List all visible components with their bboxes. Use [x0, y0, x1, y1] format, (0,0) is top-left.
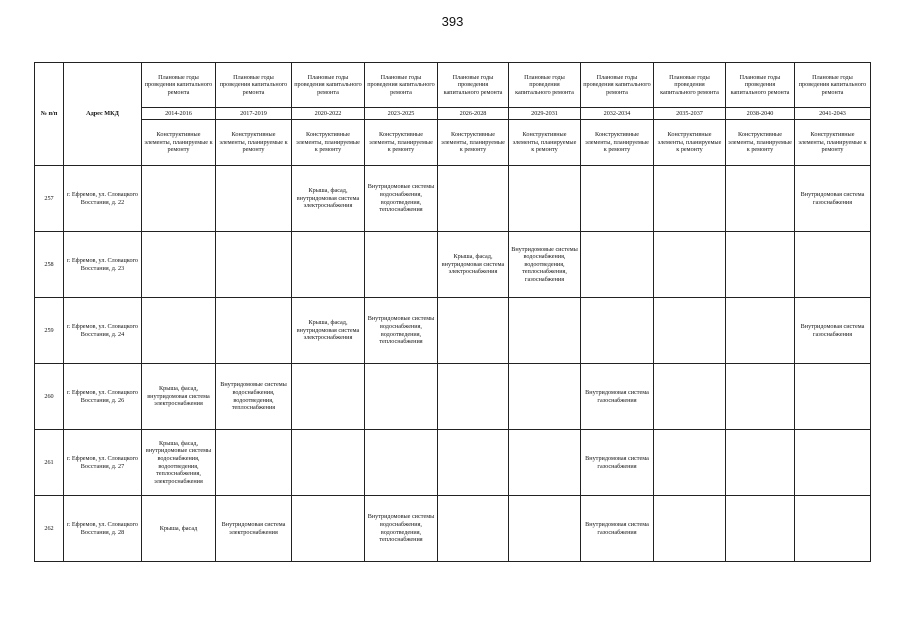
repair-elements-cell — [142, 232, 216, 298]
row-address: г. Ефремов, ул. Словацкого Восстания, д. 27 — [64, 430, 142, 496]
row-address: г. Ефремов, ул. Словацкого Восстания, д. 22 — [64, 166, 142, 232]
header-period-years: 2014-2016 — [142, 108, 216, 120]
repair-elements-cell — [726, 232, 795, 298]
repair-elements-cell — [795, 430, 871, 496]
header-elements-label: Конструктивные элементы, планируемые к ремонту — [581, 120, 654, 166]
header-period-years: 2035-2037 — [654, 108, 726, 120]
repair-elements-cell — [216, 166, 292, 232]
repair-elements-cell: Крыша, фасад, внутридомовая система электроснабжения — [438, 232, 509, 298]
repair-elements-cell — [365, 364, 438, 430]
repair-elements-cell — [654, 496, 726, 562]
repair-elements-cell — [654, 364, 726, 430]
header-period-years: 2017-2019 — [216, 108, 292, 120]
table-body — [35, 166, 871, 562]
header-period-years: 2032-2034 — [581, 108, 654, 120]
row-address: г. Ефремов, ул. Словацкого Восстания, д. 24 — [64, 298, 142, 364]
header-elements-label: Конструктивные элементы, планируемые к ремонту — [292, 120, 365, 166]
table-row — [35, 298, 871, 364]
header-period-years: 2041-2043 — [795, 108, 871, 120]
table-row — [35, 430, 871, 496]
repair-elements-cell — [654, 232, 726, 298]
repair-elements-cell — [365, 232, 438, 298]
repair-elements-cell — [726, 298, 795, 364]
repair-elements-cell: Внутридомовая система газоснабжения — [795, 298, 871, 364]
repair-elements-cell: Внутридомовые системы водоснабжения, водоотведения, теплоснабжения, газоснабжения — [509, 232, 581, 298]
repair-elements-cell — [795, 496, 871, 562]
repair-elements-cell — [292, 430, 365, 496]
header-period-title: Плановые годы проведения капитального ремонта — [795, 63, 871, 108]
repair-elements-cell — [581, 166, 654, 232]
header-period-title: Плановые годы проведения капитального ремонта — [509, 63, 581, 108]
repair-elements-cell: Крыша, фасад, внутридомовая система электроснабжения — [292, 298, 365, 364]
header-period-title: Плановые годы проведения капитального ремонта — [581, 63, 654, 108]
header-period-title: Плановые годы проведения капитального ремонта — [216, 63, 292, 108]
repair-elements-cell: Внутридомовые системы водоснабжения, водоотведения, теплоснабжения — [365, 166, 438, 232]
header-period-years: 2023-2025 — [365, 108, 438, 120]
header-period-years: 2020-2022 — [292, 108, 365, 120]
repair-elements-cell — [581, 232, 654, 298]
repair-elements-cell: Внутридомовые системы водоснабжения, водоотведения, теплоснабжения — [365, 298, 438, 364]
header-period-years: 2026-2028 — [438, 108, 509, 120]
header-period-years: 2038-2040 — [726, 108, 795, 120]
header-elements-label: Конструктивные элементы, планируемые к ремонту — [795, 120, 871, 166]
repair-elements-cell — [292, 232, 365, 298]
capital-repair-plan-table — [34, 62, 871, 562]
header-period-title: Плановые годы проведения капитального ремонта — [142, 63, 216, 108]
repair-elements-cell: Внутридомовые системы водоснабжения, водоотведения, теплоснабжения — [365, 496, 438, 562]
row-number: 262 — [35, 496, 64, 562]
page-number: 393 — [441, 14, 464, 29]
header-elements-label: Конструктивные элементы, планируемые к ремонту — [509, 120, 581, 166]
repair-elements-cell — [292, 496, 365, 562]
repair-elements-cell — [292, 364, 365, 430]
repair-elements-cell — [438, 430, 509, 496]
header-num: № п/п — [35, 63, 64, 166]
row-address: г. Ефремов, ул. Словацкого Восстания, д. 26 — [64, 364, 142, 430]
repair-elements-cell — [216, 298, 292, 364]
repair-elements-cell — [509, 430, 581, 496]
repair-elements-cell — [216, 232, 292, 298]
header-period-title: Плановые годы проведения капитального ремонта — [654, 63, 726, 108]
repair-elements-cell — [509, 364, 581, 430]
header-elements-label: Конструктивные элементы, планируемые к ремонту — [216, 120, 292, 166]
header-elements-label: Конструктивные элементы, планируемые к ремонту — [365, 120, 438, 166]
repair-elements-cell — [438, 364, 509, 430]
row-number: 258 — [35, 232, 64, 298]
row-number: 259 — [35, 298, 64, 364]
header-elements-label: Конструктивные элементы, планируемые к ремонту — [438, 120, 509, 166]
repair-elements-cell — [726, 166, 795, 232]
repair-elements-cell: Внутридомовая система газоснабжения — [581, 364, 654, 430]
repair-elements-cell — [654, 430, 726, 496]
repair-elements-cell — [654, 298, 726, 364]
header-address: Адрес МКД — [64, 63, 142, 166]
row-number: 260 — [35, 364, 64, 430]
row-address: г. Ефремов, ул. Словацкого Восстания, д. 23 — [64, 232, 142, 298]
header-period-years: 2029-2031 — [509, 108, 581, 120]
repair-elements-cell: Крыша, фасад, внутридомовая система электроснабжения — [292, 166, 365, 232]
repair-elements-cell — [795, 232, 871, 298]
repair-elements-cell: Крыша, фасад, внутридомовая система электроснабжения — [142, 364, 216, 430]
repair-elements-cell: Крыша, фасад, внутридомовые системы водоснабжения, водоотведения, теплоснабжения, электроснабжения — [142, 430, 216, 496]
header-elements-label: Конструктивные элементы, планируемые к ремонту — [726, 120, 795, 166]
repair-elements-cell — [438, 496, 509, 562]
header-elements-label: Конструктивные элементы, планируемые к ремонту — [142, 120, 216, 166]
repair-elements-cell — [438, 298, 509, 364]
table-row — [35, 232, 871, 298]
repair-elements-cell — [726, 496, 795, 562]
repair-elements-cell: Внутридомовая система газоснабжения — [581, 496, 654, 562]
row-number: 261 — [35, 430, 64, 496]
repair-elements-cell: Внутридомовая система газоснабжения — [795, 166, 871, 232]
header-period-title: Плановые годы проведения капитального ремонта — [292, 63, 365, 108]
header-period-title: Плановые годы проведения капитального ремонта — [438, 63, 509, 108]
row-address: г. Ефремов, ул. Словацкого Восстания, д. 28 — [64, 496, 142, 562]
table-row — [35, 166, 871, 232]
repair-elements-cell — [509, 298, 581, 364]
repair-elements-cell — [509, 166, 581, 232]
table-header — [35, 63, 871, 166]
repair-elements-cell: Крыша, фасад — [142, 496, 216, 562]
header-period-title: Плановые годы проведения капитального ремонта — [365, 63, 438, 108]
repair-elements-cell — [438, 166, 509, 232]
row-number: 257 — [35, 166, 64, 232]
repair-elements-cell — [795, 364, 871, 430]
repair-elements-cell — [509, 496, 581, 562]
repair-elements-cell — [142, 166, 216, 232]
repair-elements-cell: Внутридомовая система газоснабжения — [581, 430, 654, 496]
header-elements-label: Конструктивные элементы, планируемые к ремонту — [654, 120, 726, 166]
repair-elements-cell — [726, 364, 795, 430]
repair-elements-cell — [654, 166, 726, 232]
repair-elements-cell — [142, 298, 216, 364]
repair-elements-cell: Внутридомовая система электроснабжения — [216, 496, 292, 562]
repair-elements-cell — [581, 298, 654, 364]
repair-elements-cell — [726, 430, 795, 496]
repair-elements-cell — [365, 430, 438, 496]
header-period-title: Плановые годы проведения капитального ремонта — [726, 63, 795, 108]
repair-elements-cell: Внутридомовые системы водоснабжения, водоотведения, теплоснабжения — [216, 364, 292, 430]
table-row — [35, 496, 871, 562]
repair-elements-cell — [216, 430, 292, 496]
table-row — [35, 364, 871, 430]
